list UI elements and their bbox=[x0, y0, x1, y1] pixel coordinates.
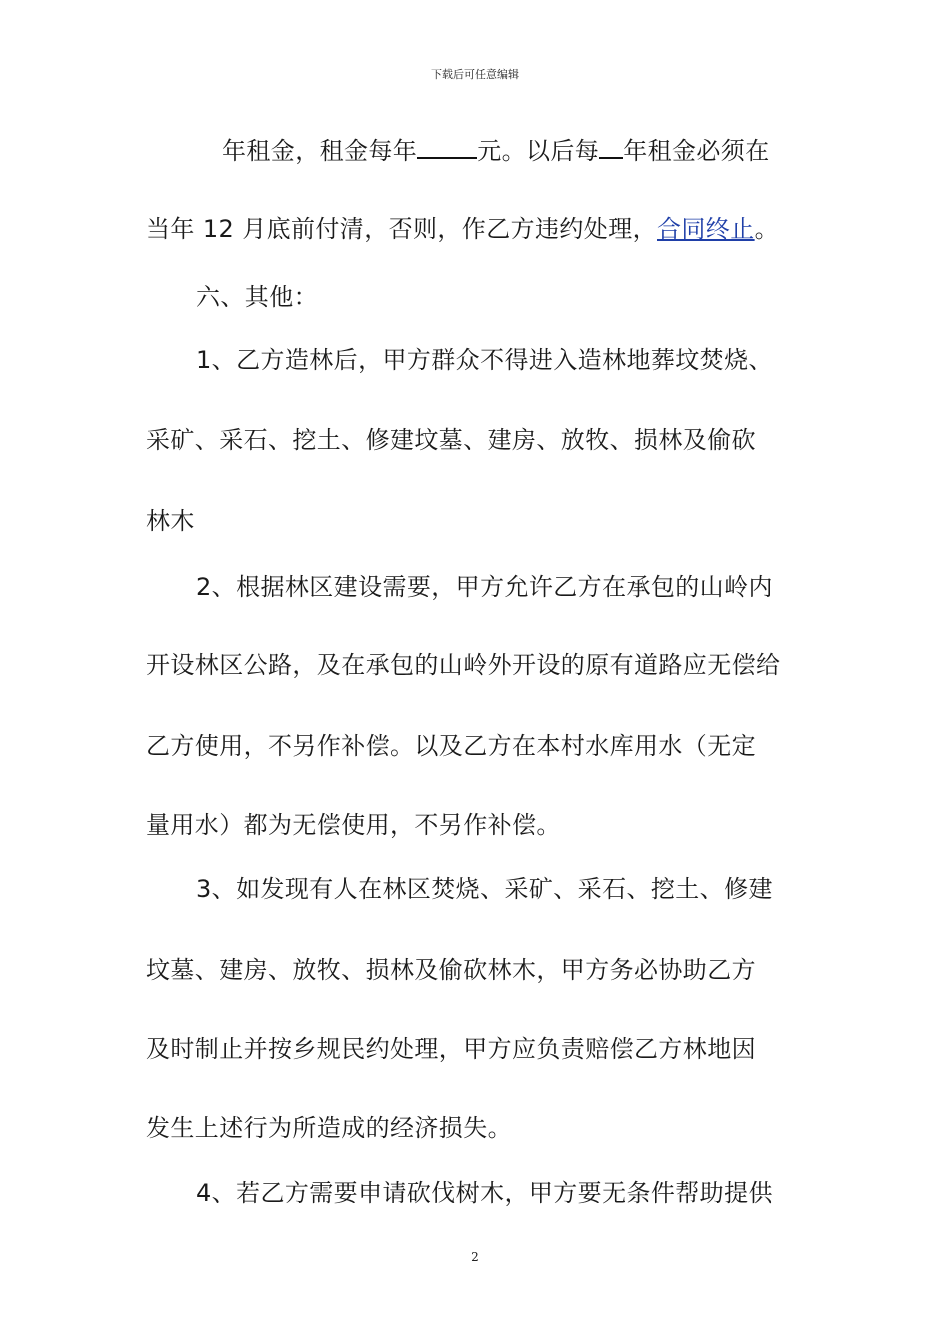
clause-3-line-1: 3、如发现有人在林区焚烧、采矿、采石、挖土、修建 bbox=[196, 875, 773, 903]
text-segment: 当年 12 月底前付清，否则，作乙方违约处理， bbox=[146, 215, 657, 243]
blank-underline-amount bbox=[417, 135, 477, 159]
clause-1-line-1: 1、乙方造林后，甲方群众不得进入造林地葬坟焚烧、 bbox=[196, 346, 773, 374]
page-number: 2 bbox=[471, 1250, 479, 1264]
clause-1-line-2: 采矿、采石、挖土、修建坟墓、建房、放牧、损林及偷砍 bbox=[146, 426, 756, 454]
page-header: 下载后可任意编辑 bbox=[431, 68, 519, 81]
clause-3-line-2: 坟墓、建房、放牧、损林及偷砍林木，甲方务必协助乙方 bbox=[146, 956, 756, 984]
clause-2-line-4: 量用水）都为无偿使用，不另作补偿。 bbox=[146, 811, 561, 839]
clause-3-line-3: 及时制止并按乡规民约处理，甲方应负责赔偿乙方林地因 bbox=[146, 1035, 756, 1063]
text-segment: 。 bbox=[754, 215, 780, 243]
text-segment: 元。以后每 bbox=[477, 137, 600, 165]
section-heading-other: 六、其他： bbox=[196, 283, 318, 311]
clause-4-line-1: 4、若乙方需要申请砍伐树木，甲方要无条件帮助提供 bbox=[196, 1179, 773, 1207]
clause-1-line-3: 林木 bbox=[146, 507, 195, 535]
text-line-1 bbox=[222, 135, 882, 166]
clause-3-line-4: 发生上述行为所造成的经济损失。 bbox=[146, 1114, 512, 1142]
clause-2-line-2: 开设林区公路，及在承包的山岭外开设的原有道路应无偿给 bbox=[146, 651, 781, 679]
text-line-2 bbox=[146, 214, 806, 244]
clause-2-line-3: 乙方使用，不另作补偿。以及乙方在本村水库用水（无定 bbox=[146, 732, 756, 760]
contract-termination-link[interactable]: 合同终止 bbox=[657, 215, 755, 243]
clause-2-line-1: 2、根据林区建设需要，甲方允许乙方在承包的山岭内 bbox=[196, 573, 773, 601]
text-segment: 年租金，租金每年 bbox=[222, 137, 418, 165]
text-segment: 年租金必须在 bbox=[623, 137, 770, 165]
blank-underline-years bbox=[599, 135, 623, 159]
